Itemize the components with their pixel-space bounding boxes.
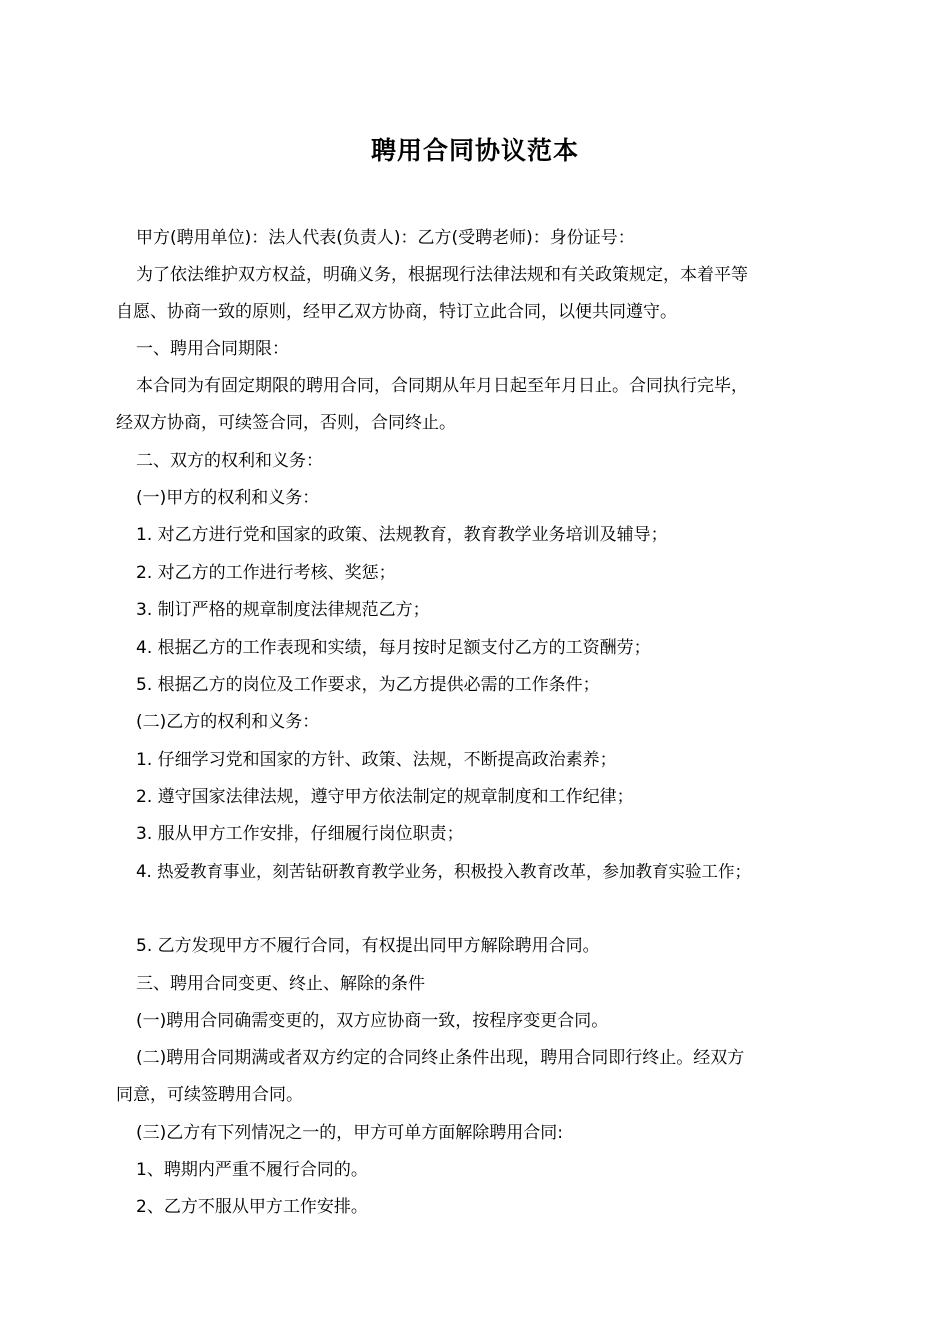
section-2-heading: 二、双方的权利和义务： <box>136 451 323 471</box>
section-1-text-2: 经双方协商，可续签合同，否则，合同终止。 <box>116 413 456 433</box>
subsection-3-1: (一)聘用合同确需变更的，双方应协商一致，按程序变更合同。 <box>136 1011 609 1031</box>
preamble-line-2: 自愿、协商一致的原则，经甲乙双方协商，特订立此合同，以便共同遵守。 <box>116 302 677 322</box>
list-item: 2. 对乙方的工作进行考核、奖惩； <box>136 563 396 583</box>
list-item: 2. 遵守国家法律法规，遵守甲方依法制定的规章制度和工作纪律； <box>136 787 634 807</box>
document-title: 聘用合同协议范本 <box>370 136 579 165</box>
subsection-3-3-heading: (三)乙方有下列情况之一的，甲方可单方面解除聘用合同: <box>136 1123 563 1143</box>
list-item: 2、乙方不服从甲方工作安排。 <box>136 1197 368 1217</box>
list-item: 1、聘期内严重不履行合同的。 <box>136 1160 368 1180</box>
subsection-2-1-heading: (一)甲方的权利和义务： <box>136 488 320 508</box>
subsection-3-2-line-1: (二)聘用合同期满或者双方约定的合同终止条件出现，聘用合同即行终止。经双方 <box>136 1048 745 1068</box>
list-item: 4. 根据乙方的工作表现和实绩，每月按时足额支付乙方的工资酬劳； <box>136 638 651 658</box>
preamble-line-1: 为了依法维护双方权益，明确义务，根据现行法律法规和有关政策规定，本着平等 <box>136 265 748 285</box>
section-3-heading: 三、聘用合同变更、终止、解除的条件 <box>136 974 425 994</box>
list-item: 3. 服从甲方工作安排，仔细履行岗位职责； <box>136 824 464 844</box>
list-item: 4. 热爱教育事业，刻苦钻研教育教学业务，积极投入教育改革，参加教育实验工作； <box>136 862 751 881</box>
section-1-text-1: 本合同为有固定期限的聘用合同，合同期从年月日起至年月日止。合同执行完毕， <box>136 376 748 396</box>
subsection-3-2-line-2: 同意，可续签聘用合同。 <box>116 1085 303 1105</box>
section-1-heading: 一、聘用合同期限： <box>136 339 289 359</box>
list-item: 1. 仔细学习党和国家的方针、政策、法规，不断提高政治素养； <box>136 750 617 770</box>
parties-line: 甲方(聘用单位)：法人代表(负责人)：乙方(受聘老师)：身份证号： <box>136 228 635 248</box>
list-item: 5. 乙方发现甲方不履行合同，有权提出同甲方解除聘用合同。 <box>136 936 600 956</box>
list-item: 1. 对乙方进行党和国家的政策、法规教育，教育教学业务培训及辅导； <box>136 525 668 545</box>
subsection-2-2-heading: (二)乙方的权利和义务： <box>136 712 320 732</box>
list-item: 3. 制订严格的规章制度法律规范乙方； <box>136 600 430 620</box>
list-item: 5. 根据乙方的岗位及工作要求，为乙方提供必需的工作条件； <box>136 675 600 695</box>
